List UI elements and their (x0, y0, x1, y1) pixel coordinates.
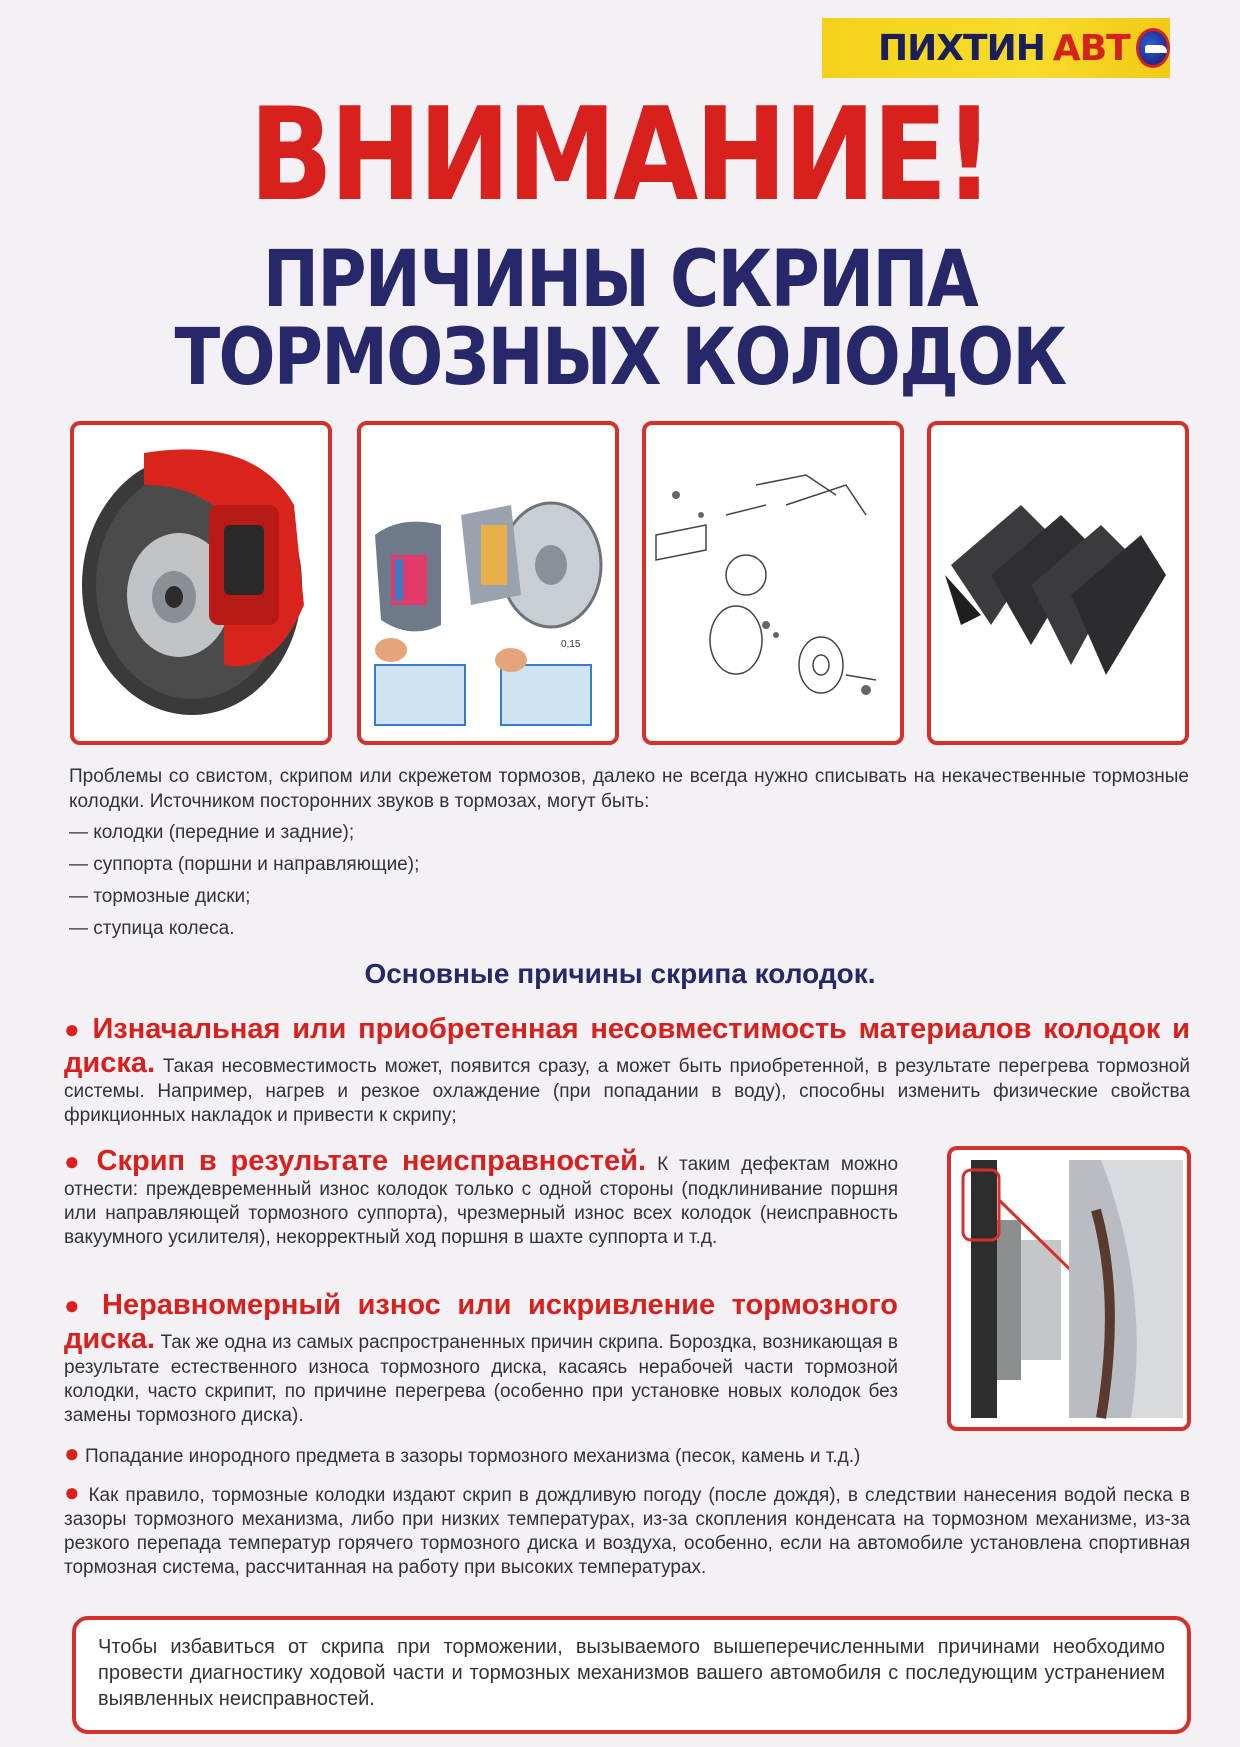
conclusion-box (72, 1616, 1191, 1734)
photo-worn-disc (947, 1146, 1191, 1431)
extra-cause-text: Как правило, тормозные колодки издают скрип в дождливую погоду (после дождя), в следствии нанесения водой песка в зазоры тормозного механизма, либо при низких температурах, из-за скопления конденсата на тормозном механизме, из-за резкого перепада температур горячего тормозного диска и воздуха, особенно, если на автомобиле установлена спортивная тормозная система, рассчитанная на работу при высоких температурах. (64, 1485, 1190, 1578)
extra-cause-weather (64, 1477, 1190, 1580)
list-item: — тормозные диски; (69, 886, 251, 907)
page-subtitle-line2: ТОРМОЗНЫХ КОЛОДОК (174, 313, 1066, 403)
diagram-label-clearance: 0,15 (561, 639, 581, 650)
photo-parts-drawing (642, 421, 904, 745)
bullet-icon: ● (64, 1146, 86, 1176)
bullet-icon: ● (64, 1477, 82, 1507)
brake-diagram-illustration (361, 425, 615, 741)
photo-brake-pads (927, 421, 1189, 745)
photo-brake-diagram (357, 421, 619, 745)
bullet-icon: ● (64, 1014, 84, 1044)
brake-caliper-illustration (74, 425, 328, 741)
cause-lead: Изначальная или приобретенная несовместимость материалов колодок и диска. (64, 1013, 1190, 1079)
section-heading: Основные причины скрипа колодок. (364, 958, 876, 989)
cause-text: Такая несовместимость может, появится сразу, а может быть приобретенной, в результате перегрева тормозной системы. Например, нагрев и резкое охлаждение (при попадании в воду), способны изменить физические свойства фрикционных накладок и привести к скрипу; (64, 1056, 1190, 1126)
cause-item-disc-wear (64, 1288, 898, 1428)
intro-paragraph: Проблемы со свистом, скрипом или скрежетом тормозов, далеко не всегда нужно списывать на некачественные тормозные колодки. Источником посторонних звуков в тормозах, могут быть: (69, 766, 1189, 812)
car-icon (1136, 28, 1170, 68)
page-subtitle-line1: ПРИЧИНЫ СКРИПА (262, 235, 978, 325)
list-item: — суппорта (поршни и направляющие); (69, 854, 420, 875)
conclusion-text: Чтобы избавиться от скрипа при торможении, вызываемого вышеперечисленными причинами необходимо провести диагностику ходовой части и тормозных механизмов вашего автомобиля с последующим устранением выявленных неисправностей. (98, 1636, 1165, 1710)
cause-text: Так же одна из самых распространенных причин скрипа. Бороздка, возникающая в результате естественного износа тормозного диска, касаясь нерабочей части тормозной колодки, часто скрипит, по причине перегрева (особенно при установке новых колодок без замены тормозного диска). (64, 1332, 899, 1426)
worn-disc-illustration (951, 1150, 1187, 1427)
logo-text-accent: АВТ (1052, 27, 1130, 69)
list-item: — ступица колеса. (69, 918, 235, 939)
cause-item-malfunctions (64, 1144, 898, 1250)
photo-brake-caliper (70, 421, 332, 745)
cause-item-incompatibility (64, 1012, 1190, 1128)
parts-drawing-illustration (646, 425, 900, 741)
bullet-icon: ● (64, 1438, 80, 1468)
list-item: — колодки (передние и задние); (69, 822, 355, 843)
extra-cause-foreign-object (64, 1438, 1190, 1469)
page-title: ВНИМАНИЕ! (249, 81, 991, 230)
bullet-icon: ● (64, 1290, 89, 1320)
cause-text: К таким дефектам можно отнести: преждевременный износ колодок только с одной стороны (подклинивание поршня или направляющей тормозного суппорта), чрезмерный износ всех колодок (неисправность вакуумного усилителя), некорректный ход поршня в шахте суппорта и т.д. (64, 1154, 899, 1248)
brand-logo (822, 18, 1170, 78)
logo-text-main: ПИХТИН (878, 27, 1045, 69)
cause-lead: Скрип в результате неисправностей. (96, 1145, 646, 1177)
cause-lead: Неравномерный износ или искривление тормозного диска. (64, 1289, 898, 1355)
brake-pads-illustration (931, 425, 1185, 741)
extra-cause-text: Попадание инородного предмета в зазоры тормозного механизма (песок, камень и т.д.) (85, 1446, 861, 1467)
